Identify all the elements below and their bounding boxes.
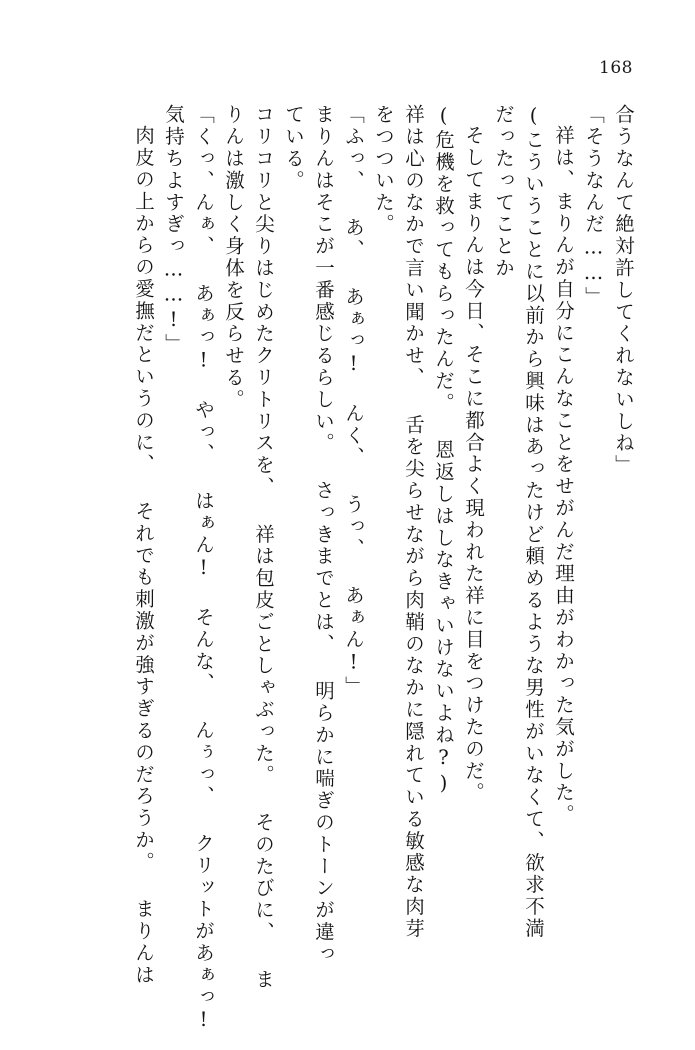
text-column: 「そうなんだ……」 <box>582 104 605 309</box>
text-column: 肉皮の上からの愛撫だというのに、 それでも刺激が強すぎるのだろうか。 まりんは <box>132 125 155 987</box>
text-column: コリコリと尖りはじめたクリトリスを、 祥は包皮ごとしゃぶった。 そのたびに、 ま <box>252 104 275 991</box>
text-column: 「ふっ、 あ、 あぁっ! んく、 うっ、 あぁん!」 <box>342 104 365 698</box>
text-column: 「くっ、んぁ、 あぁっ! やっ、 はぁん! そんな、 んぅっ、 クリットがあぁっ! <box>192 104 215 1034</box>
page-number: 168 <box>599 58 633 78</box>
text-column: だったってことか <box>492 104 515 280</box>
text-column: りんは激しく身体を反らせる。 <box>222 104 245 411</box>
text-column: をつついた。 <box>372 104 395 236</box>
text-column: (こういうことに以前から興味はあったけど頼めるような男性がいなくて、欲求不満 <box>522 104 545 940</box>
text-column: まりんはそこが一番感じるらしい。 さっきまでとは、 明らかに喘ぎのトーンが違っ <box>312 104 335 966</box>
text-column: ている。 <box>282 104 305 192</box>
text-column: そしてまりんは今日、そこに都合よく現われた祥に目をつけたのだ。 <box>462 125 485 804</box>
vertical-text-block <box>62 104 635 1034</box>
text-column: (危機を救ってもらったんだ。 恩返しはしなきゃいけないよね?) <box>432 104 455 797</box>
text-column: 祥は心のなかで言い聞かせ、 舌を尖らせながら肉鞘のなかに隠れている敏感な肉芽 <box>402 104 425 940</box>
text-column: 気持ちよすぎっ……!」 <box>162 104 185 356</box>
text-column: 合うなんて絶対許してくれないしね」 <box>612 104 635 477</box>
text-column: 祥は、まりんが自分にこんなことをせがんだ理由がわかった気がした。 <box>552 125 575 826</box>
